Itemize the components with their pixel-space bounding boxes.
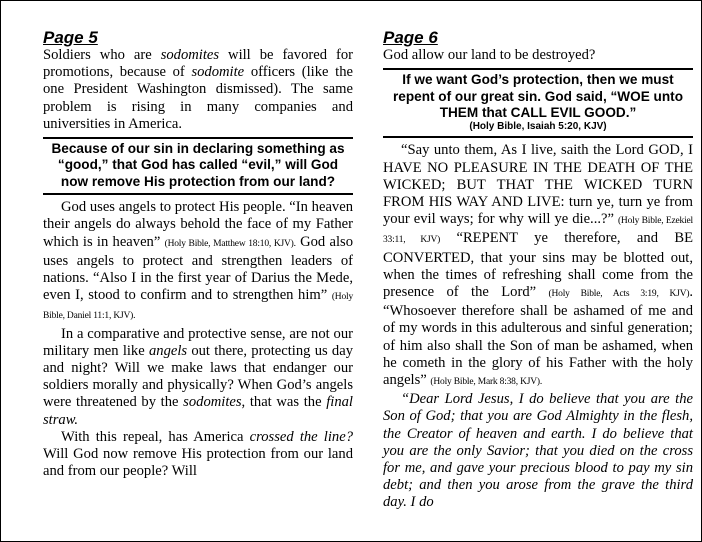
citation: (Holy Bible, Matthew 18:10, KJV).	[164, 238, 296, 249]
citation: (Holy Bible, Mark 8:38, KJV).	[430, 377, 543, 388]
text-run: God also uses angels to protect and strengthen leaders of nations. “Also I in the first year of Darius the Mede, even I, stood to confirm and to strengthen him”	[43, 233, 353, 304]
citation: (Holy Bible, Daniel 11:1, KJV).	[43, 292, 353, 322]
page-5-callout: Because of our sin in declaring something as “good,” that God has called “evil,” will God now remove His protection from our land?	[43, 137, 353, 195]
page-6-paragraph-2	[383, 142, 693, 391]
text-run: Soldiers who are	[43, 47, 161, 63]
italic-text: sodomite	[191, 64, 245, 81]
italic-text: sodomites	[183, 394, 242, 411]
page-5-paragraph-2	[43, 199, 353, 325]
page-6-callout	[383, 68, 693, 138]
citation: (Holy Bible, Ezekiel 33:11, KJV)	[383, 216, 693, 246]
citation: (Holy Bible, Acts 3:19, KJV)	[548, 289, 690, 300]
page-6-paragraph-1	[383, 47, 693, 64]
page-5-column	[43, 29, 353, 480]
text-run: With this repeal, has America	[61, 428, 250, 445]
text-run: . “Whosoever therefore shall be ashamed of me and of my words in this adulterous and sinful generation; of him also shall the Son of man be ashamed, when he cometh in the glory of his Father with the holy angels”	[383, 284, 693, 389]
text-run: God uses angels to protect His people. “In heaven their angels do always behold the face of my Father which is in heaven”	[43, 199, 353, 250]
italic-text: final straw.	[43, 394, 353, 428]
text-run: officers (like the one President Washington dismissed). The same problem is rising in many companies and universities in America.	[43, 64, 353, 132]
page-6-callout-reference: (Holy Bible, Isaiah 5:20, KJV)	[469, 121, 607, 133]
page-5-title: Page 5	[43, 28, 98, 47]
italic-text: angels	[148, 342, 188, 359]
text-run: God allow our land to be destroyed?	[383, 47, 596, 63]
text-run: , that was the	[241, 394, 327, 411]
text-run: will be favored for promotions, because of	[43, 47, 353, 81]
italic-text: “Dear Lord Jesus, I do believe that you are the Son of God; that you are God Almighty in the flesh, the Creator of heaven and earth. I do believe that you are the only Savior; that you died on the cross for me, and gave your precious blood to pay my sin debt; and then you arose from the grave the third day. I do	[383, 391, 693, 511]
page-6-title: Page 6	[383, 28, 438, 47]
page-6-column	[383, 29, 693, 512]
page-5-paragraph-3	[43, 326, 353, 429]
text-run: Will God now remove His protection from our land and from our people? Will	[43, 446, 353, 480]
text-run: “Say unto them, As I live, saith the Lord GOD, I HAVE NO PLEASURE IN THE DEATH OF THE WICKED; BUT THAT THE WICKED TURN FROM HIS WAY AND LIVE: turn ye, turn ye from your evil ways; for why will ye die...?”	[383, 142, 693, 228]
text-run: out there, protecting us day and night? Will we make laws that endanger our soldiers morally and physically? When God’s angels were threatened by the	[43, 342, 353, 411]
italic-text: sodomites	[160, 47, 220, 63]
page-5-paragraph-1	[43, 47, 353, 133]
text-run: In a comparative and protective sense, are not our military men like	[43, 325, 353, 359]
page-6-callout-text: If we want God’s protection, then we must repent of our great sin. God said, “WOE unto THEM that CALL EVIL GOOD.”	[392, 72, 683, 121]
italic-text: crossed the line?	[249, 428, 353, 445]
page-6-prayer	[383, 391, 693, 511]
text-run: “REPENT ye therefore, and BE CONVERTED, that your sins may be blotted out, when the times of refreshing shall come from the presence of the Lord”	[383, 230, 693, 301]
page-5-paragraph-4	[43, 429, 353, 481]
